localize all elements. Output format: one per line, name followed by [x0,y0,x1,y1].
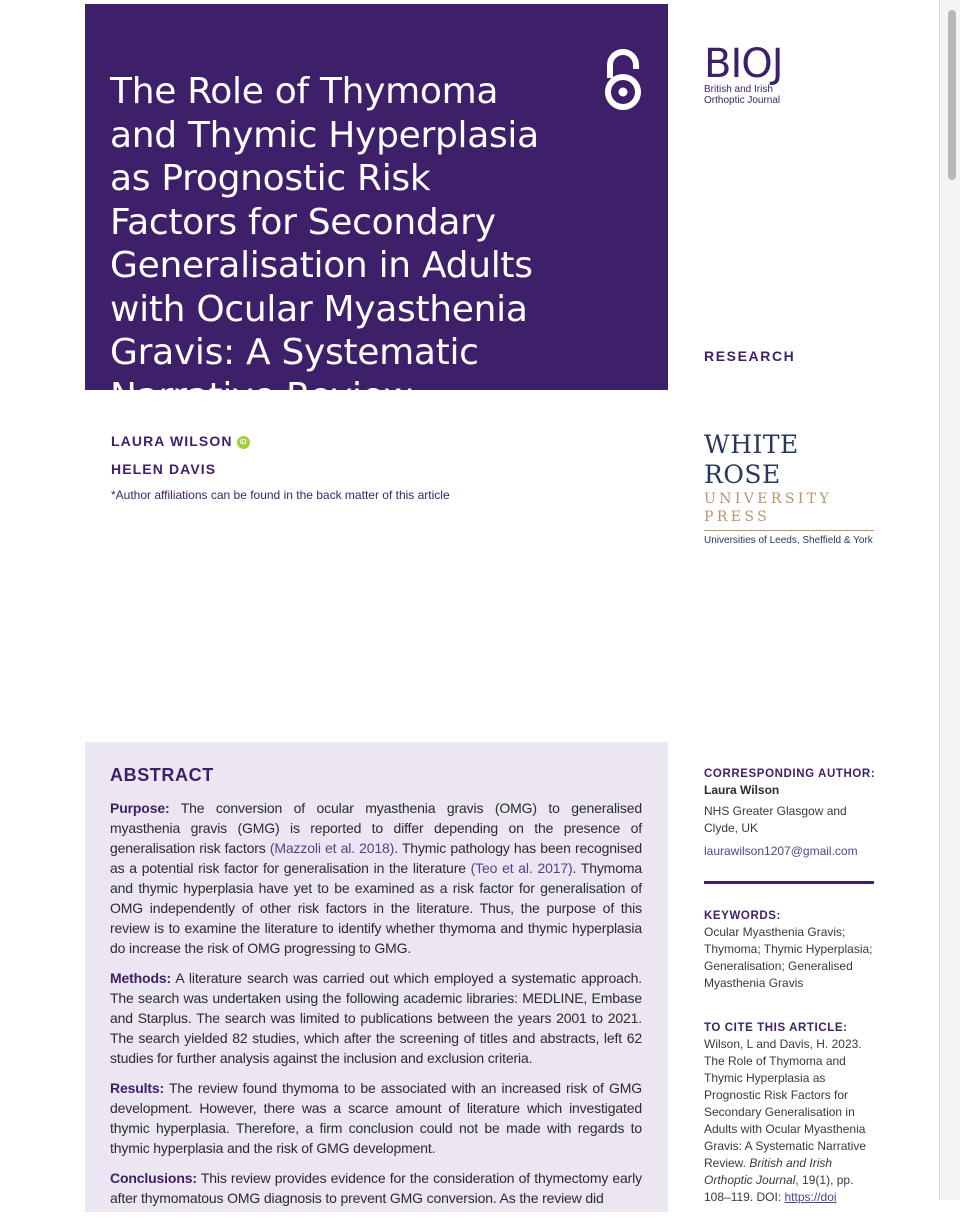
conclusions-text: This review provides evidence for the consideration of thymectomy early after thymomatous OMG diagnosis to prevent GMG conversion. As the review did [110,1170,642,1206]
author-name: HELEN DAVIS [111,461,217,477]
scrollbar-thumb[interactable] [948,10,956,180]
conclusions-label: Conclusions: [110,1170,197,1186]
keywords-text: Ocular Myasthenia Gravis; Thymoma; Thymic Hyperplasia; Generalisation; Generalised Myasthenia Gravis [704,925,873,990]
orcid-icon[interactable]: iD [237,436,250,449]
purpose-text: The conversion of ocular myasthenia gravis (OMG) to generalised myasthenia gravis (GMG) is reported to differ depending on the presence of generalisation risk factors [110,800,642,856]
journal-name-line2: Orthoptic Journal [704,95,781,106]
keywords-section [704,908,876,992]
abstract-body [110,798,642,1218]
publisher-subname: UNIVERSITY PRESS [704,491,833,525]
abstract-methods [110,968,642,1068]
journal-abbreviation: BIOJ [704,41,783,87]
results-text: The review found thymoma to be associated with an increased risk of GMG development. However, there was a scarce amount of literature which investigated thymic hyperplasia. Therefore, a firm conclusion could not be made with regards to thymic hyperplasia and the risk of GMG development. [110,1080,642,1156]
vertical-scrollbar[interactable] [940,0,960,1200]
corresponding-author-section [704,766,876,860]
publisher-name: WHITE ROSE [704,430,799,489]
side-divider [704,881,874,884]
abstract-conclusions [110,1168,642,1208]
citation-doi-link[interactable]: https://doi [784,1190,837,1204]
corresponding-author-heading: CORRESPONDING AUTHOR: [704,768,876,780]
corresponding-author-org: NHS Greater Glasgow and Clyde, UK [704,804,847,835]
author-list [111,432,250,488]
methods-label: Methods: [110,970,172,986]
corresponding-author-email[interactable]: laurawilson1207@gmail.com [704,844,858,858]
article-title: The Role of Thymoma and Thymic Hyperplasia as Prognostic Risk Factors for Secondary Generalisation in Adults with Ocular Myasthenia Gravis: A Systematic Narrative Review [110,71,539,417]
keywords-heading: KEYWORDS: [704,910,781,922]
title-banner [85,4,668,417]
publisher-universities: Universities of Leeds, Sheffield & York [704,535,873,546]
journal-name-line1: British and Irish [704,84,773,95]
citation-link[interactable]: (Mazzoli et al. 2018) [269,840,395,856]
citation-section [704,1020,876,1206]
citation-journal: British and Irish Orthoptic Journal [704,1156,833,1187]
open-access-icon [601,48,645,112]
methods-text: A literature search was carried out which employed a systematic approach. The search was undertaken using the following academic libraries: MEDLINE, Embase and Starplus. The search was limited to publications between the years 2001 to 2021. The search yielded 82 studies, which after the screening of titles and abstracts, left 62 studies for further analysis against the inclusion and exclusion criteria. [110,970,642,1066]
publisher-logo [704,430,879,546]
abstract-panel [85,742,668,1212]
journal-logo [704,41,814,106]
purpose-text: . Thymic pathology has been recognised as a potential risk factor for generalisation in the literature [110,840,643,876]
citation-text [704,1036,876,1206]
purpose-label: Purpose: [110,800,170,816]
abstract-heading: ABSTRACT [110,765,214,785]
citation-volume: , 19(1), pp. 108–119. DOI: [704,1173,854,1204]
article-type: RESEARCH [704,348,796,364]
citation-body: Wilson, L and Davis, H. 2023. The Role of Thymoma and Thymic Hyperplasia as Prognostic Risk Factors for Secondary Generalisation in Adults with Ocular Myasthenia Gravis: A Systematic Narrative Review. [704,1037,867,1170]
abstract-purpose [110,798,642,958]
results-label: Results: [110,1080,165,1096]
abstract-results [110,1078,642,1158]
author-name-text: LAURA WILSON [111,433,233,449]
publisher-divider [704,530,874,531]
corresponding-author-name: Laura Wilson [704,783,780,797]
citation-link[interactable]: (Teo et al. 2017) [470,860,573,876]
citation-heading: TO CITE THIS ARTICLE: [704,1022,848,1034]
purpose-text: . Thymoma and thymic hyperplasia have yet to be examined as a risk factor for generalisation of OMG independently of other risk factors in the literature. Thus, the purpose of this review is to examine the literature to identify whether thymoma and thymic hyperplasia do increase the risk of OMG progressing to GMG. [110,860,642,956]
author-name [111,432,250,460]
affiliation-note: *Author affiliations can be found in the back matter of this article [111,488,450,502]
